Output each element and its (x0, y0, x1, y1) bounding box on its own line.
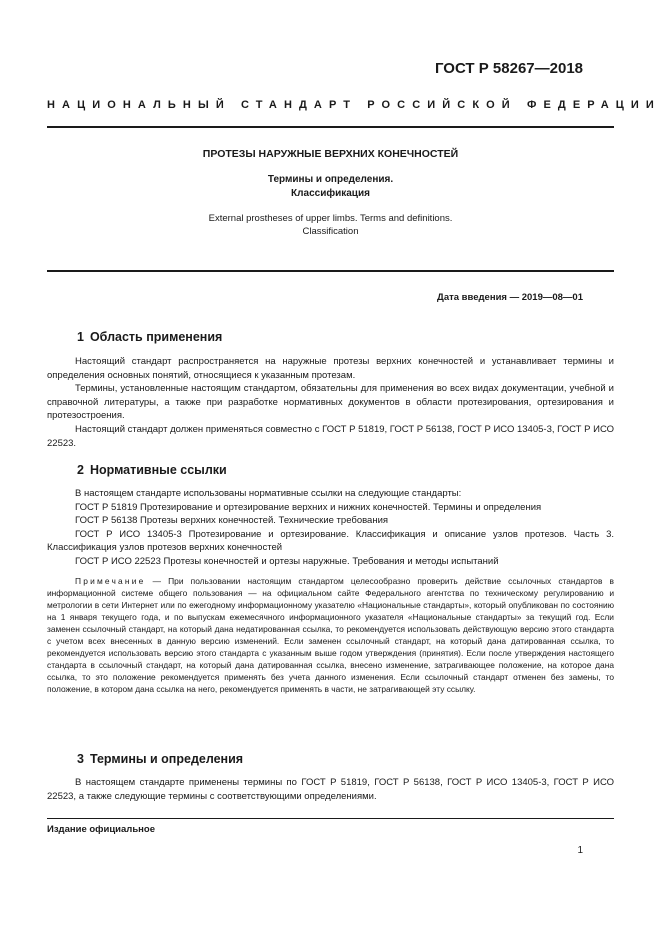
document-title: ПРОТЕЗЫ НАРУЖНЫЕ ВЕРХНИХ КОНЕЧНОСТЕЙ (202, 148, 459, 160)
section-1-paragraph-2: Термины, установленные настоящим стандартом, обязательны для применения во всех видах документации, учебной и справочной литературы, а также при разработке нормативных документов в области протезирования, ортезирования и протезостроения. (47, 383, 614, 422)
english-title-line-1: External prostheses of upper limbs. Terms and definitions. (208, 213, 453, 224)
subtitle-line-1: Термины и определения. (267, 174, 394, 185)
official-edition-label: Издание официальное (47, 824, 155, 835)
introduction-date: Дата введения — 2019—08—01 (437, 292, 583, 303)
section-1-number: 1 (77, 330, 84, 344)
standard-designation: ГОСТ Р 58267—2018 (434, 60, 583, 77)
reference-item: ГОСТ Р ИСО 22523 Протезы конечностей и ортезы наружные. Требования и методы испытаний (75, 555, 499, 567)
section-1-paragraph-1: Настоящий стандарт распространяется на наружные протезы верхних конечностей и устанавливает термины и определения основных понятий, относящиеся к указанным протезам. (47, 356, 614, 381)
document-subtitle (47, 173, 614, 201)
title-divider (47, 270, 614, 272)
section-2-number: 2 (77, 463, 84, 477)
english-title-line-2: Classification (302, 226, 359, 237)
section-2-title: Нормативные ссылки (89, 463, 227, 477)
reference-note (47, 575, 614, 696)
section-1-title: Область применения (89, 330, 223, 344)
reference-item: ГОСТ Р ИСО 13405-3 Протезирование и ортезирование. Классификация и описание узлов протезов. Часть 3. Классификация узлов протезов верхних конечностей (47, 528, 614, 554)
reference-item: ГОСТ Р 56138 Протезы верхних конечностей. Технические требования (75, 515, 389, 527)
note-label: Примечание (75, 575, 146, 586)
footer-divider (47, 818, 614, 819)
subtitle-line-2: Классификация (291, 188, 370, 199)
section-3-number: 3 (77, 752, 84, 766)
reference-item: ГОСТ Р 51819 Протезирование и ортезирование верхних и нижних конечностей. Термины и определения (75, 501, 542, 513)
section-scope (47, 330, 614, 450)
section-3-paragraph-1: В настоящем стандарте применены термины по ГОСТ Р 51819, ГОСТ Р 56138, ГОСТ Р ИСО 13405-3, ГОСТ Р ИСО 22523, а также следующие термины с соответствующими определениями. (47, 777, 614, 802)
section-terms-definitions (47, 752, 614, 803)
section-3-title: Термины и определения (89, 752, 244, 766)
section-2-heading (47, 463, 614, 477)
top-divider (47, 126, 614, 128)
section-normative-references (47, 463, 614, 696)
national-standard-heading: НАЦИОНАЛЬНЫЙ СТАНДАРТ РОССИЙСКОЙ ФЕДЕРАЦИИ (47, 99, 661, 111)
section-3-heading (47, 752, 614, 766)
section-2-intro: В настоящем стандарте использованы нормативные ссылки на следующие стандарты: (75, 488, 462, 499)
note-text: — При пользовании настоящим стандартом целесообразно проверить действие ссылочных стандартов в информационной системе общего пользования — на официальном сайте Федерального агентства по техническому регулированию и метрологии в сети Интернет или по ежегодному информационному указателю «Национальные стандарты», который опубликован по состоянию на 1 января текущего года, и по выпускам ежемесячного информационного указателя «Национальные стандарты» за текущий год. Если заменен ссылочный стандарт, на который дана недатированная ссылка, то рекомендуется использовать действующую версию этого стандарта с учетом всех внесенных в данную версию изменений. Если заменен ссылочный стандарт, на который дана датированная ссылка, то рекомендуется использовать версию этого стандарта с указанным выше годом утверждения (принятия). Если после утверждения настоящего стандарта в ссылочный стандарт, на который дана датированная ссылка, внесено изменение, затрагивающее положение, на которое дана ссылка, то это положение рекомендуется применять без учета данного изменения. Если ссылочный стандарт отменен без замены, то положение, в котором дана ссылка на него, рекомендуется применять в части, не затрагивающей эту ссылку. (47, 575, 614, 695)
section-1-paragraph-3: Настоящий стандарт должен применяться совместно с ГОСТ Р 51819, ГОСТ Р 56138, ГОСТ Р ИСО 13405-3, ГОСТ Р ИСО 22523. (47, 423, 614, 449)
english-title (47, 212, 614, 238)
page-number: 1 (577, 845, 583, 856)
section-1-heading (47, 330, 614, 344)
